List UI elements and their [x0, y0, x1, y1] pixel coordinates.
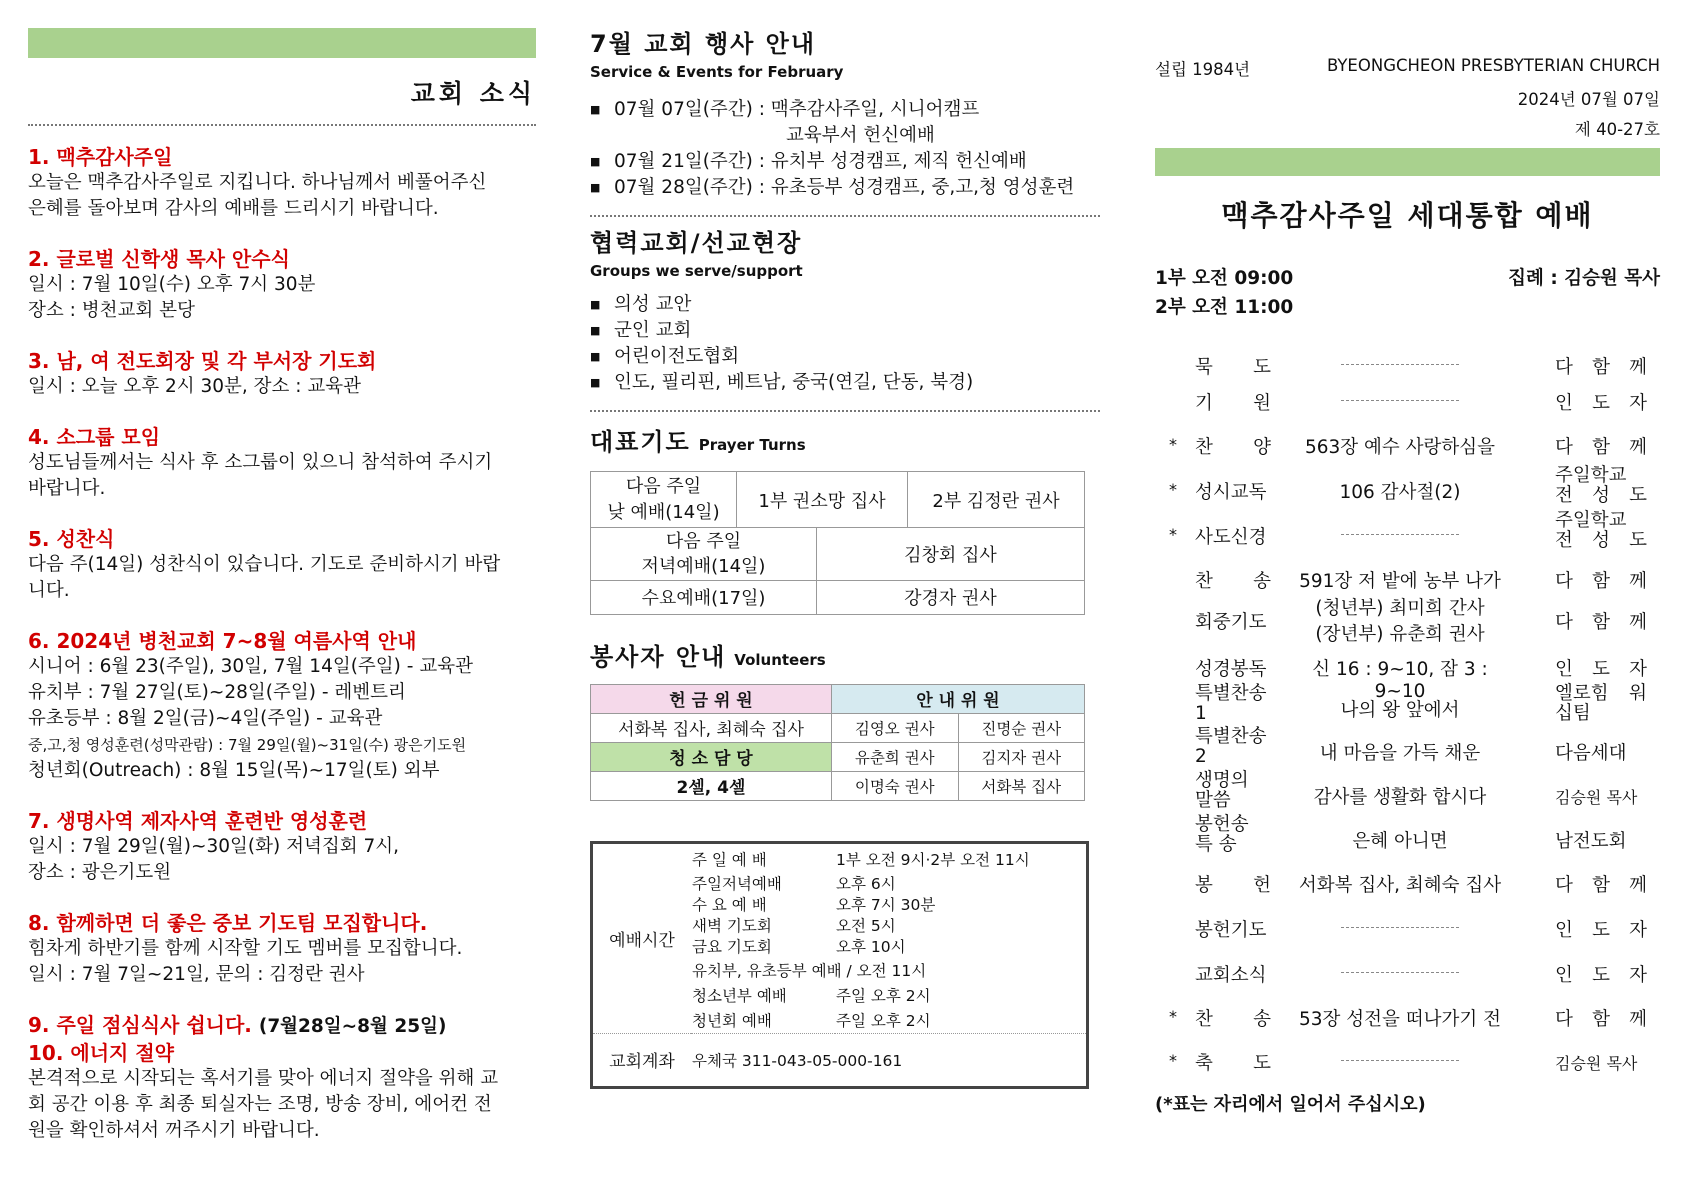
order-item-leader: 다 함 께: [1555, 875, 1647, 896]
order-item-name: 사도신경: [1195, 527, 1267, 548]
news-item-title: 1. 맥추감사주일: [28, 145, 173, 169]
table-cell: 주일저녁예배: [692, 874, 782, 893]
events-column: [590, 0, 1100, 1089]
dashed-placeholder: [1341, 364, 1459, 365]
account-number: 우체국 311-043-05-000-161: [692, 1051, 903, 1070]
news-item-line: 중,고,청 영성훈련(성막관람) : 7월 29일(월)~31일(수) 광은기도원: [28, 736, 467, 754]
table-cell: 오후 10시: [836, 937, 906, 956]
news-item: [28, 246, 536, 324]
service-order-row: [1155, 345, 1660, 385]
news-item-line: 다음 주(14일) 성찬식이 있습니다. 기도로 준비하시기 바랍: [28, 554, 501, 575]
table-cell: [591, 528, 817, 580]
service-order-row: [1155, 683, 1660, 728]
news-item-title: [28, 1012, 536, 1040]
prayer-table-lower: [590, 528, 1085, 615]
order-item-detail-line: (장년부) 유춘희 권사: [1315, 624, 1485, 645]
order-item-leader: 김승원 목사: [1555, 1054, 1638, 1073]
dotted-divider: [28, 124, 536, 126]
news-item-title: 5. 성찬식: [28, 527, 115, 551]
dotted-divider: [590, 215, 1100, 217]
service-times: [1155, 264, 1660, 322]
order-item-leader: 다 함 께: [1555, 1009, 1647, 1030]
news-item-title: 2. 글로벌 신학생 목사 안수식: [28, 247, 290, 271]
news-item-line: 원을 확인하셔서 꺼주시기 바랍니다.: [28, 1120, 320, 1141]
table-cell: 2부 김정란 권사: [908, 472, 1085, 528]
table-cell: 오전 5시: [836, 916, 896, 935]
order-item-leader: 다 함 께: [1555, 437, 1647, 458]
worship-times-box: [590, 841, 1089, 1089]
volunteers-title-text: 봉사자 안내: [590, 642, 727, 671]
event-text: 유치부 성경캠프, 제직 헌신예배: [770, 151, 1027, 172]
list-item: [590, 149, 1100, 175]
order-item-name: 봉 헌: [1195, 875, 1271, 896]
order-item-leader: 인 도 자: [1555, 965, 1647, 986]
news-item: [28, 526, 536, 604]
events-list: [590, 97, 1100, 201]
order-item-leader: 다 함 께: [1555, 357, 1647, 378]
order-item-name: 찬 송: [1195, 1009, 1271, 1030]
news-item: [28, 1012, 536, 1144]
order-item-name: 회중기도: [1195, 612, 1267, 633]
prayer-subtitle: Prayer Turns: [698, 436, 806, 454]
table-row: [593, 1034, 1086, 1086]
order-item-name: 특별찬송 1: [1195, 683, 1267, 724]
usher-header: 안 내 위 원: [832, 684, 1085, 713]
news-item-line: 일시 : 7월 10일(수) 오후 7시 30분: [28, 274, 316, 295]
table-cell: 유춘희 권사: [832, 742, 959, 771]
account-label: 교회계좌: [609, 1052, 675, 1073]
bulletin-date: 2024년 07월 07일: [1517, 90, 1660, 109]
table-cell: 강경자 권사: [817, 580, 1085, 614]
event-text: 유초등부 성경캠프, 중,고,청 영성훈련: [770, 177, 1075, 198]
standing-marker: *: [1169, 1051, 1177, 1070]
table-row: [591, 472, 1085, 528]
news-item-line: 일시 : 7월 7일~21일, 문의 : 김정란 권사: [28, 964, 365, 985]
order-item-leader: 김승원 목사: [1555, 788, 1638, 807]
list-item: ■ 군인 교회: [590, 318, 1100, 344]
table-cell: 주일 오후 2시: [836, 986, 931, 1005]
service-order-row: [1155, 425, 1660, 465]
order-item-name: 교회소식: [1195, 965, 1267, 986]
service-order-row: [1155, 381, 1660, 421]
event-date: 07월 07일(주간) :: [614, 99, 771, 120]
service-order-row: [1155, 1041, 1660, 1081]
service-order-row: [1155, 814, 1660, 859]
table-cell: 김영오 권사: [832, 713, 959, 742]
event-text-cont: 교육부서 헌신예배: [786, 125, 935, 146]
news-item-line: 힘차게 하반기를 함께 시작할 기도 멤버를 모집합니다.: [28, 938, 463, 959]
service-order-row: [1155, 559, 1660, 599]
standing-note: (*표는 자리에서 일어서 주십시오): [1155, 1094, 1426, 1115]
news-item-line: 청년회(Outreach) : 8월 15일(목)~17일(토) 외부: [28, 760, 440, 781]
news-item-line: 바랍니다.: [28, 478, 106, 499]
volunteers-title: [590, 637, 1100, 672]
partners-list: [590, 292, 1100, 396]
table-row: [591, 580, 1085, 614]
order-item-detail: [1285, 596, 1515, 648]
dashed-placeholder: [1341, 972, 1459, 973]
table-row: [591, 771, 1085, 800]
list-item: [590, 97, 1100, 149]
order-item-name: 축 도: [1195, 1053, 1271, 1074]
order-item-leader: 다 함 께: [1555, 612, 1647, 633]
order-item-detail: [1285, 353, 1515, 374]
cleaning-header: 청 소 담 당: [591, 742, 832, 771]
news-item: [28, 910, 536, 988]
dashed-placeholder: [1341, 534, 1459, 535]
events-subtitle: Service & Events for February: [590, 63, 844, 81]
news-item-title: 7. 생명사역 제자사역 훈련반 영성훈련: [28, 809, 368, 833]
order-item-leader: 인 도 자: [1555, 659, 1647, 680]
service-time: 1부 오전 09:00: [1155, 268, 1294, 289]
table-cell: 1부 권소망 집사: [737, 472, 908, 528]
service-order-row: [1155, 647, 1660, 702]
church-name: BYEONGCHEON PRESBYTERIAN CHURCH: [1326, 56, 1660, 75]
list-item: ■ 의성 교안: [590, 292, 1100, 318]
news-item-title: 4. 소그룹 모임: [28, 425, 161, 449]
list-item: ■ 어린이전도협회: [590, 344, 1100, 370]
order-item-detail-line: (청년부) 최미희 간사: [1315, 598, 1485, 619]
standing-marker: *: [1169, 525, 1177, 544]
order-item-leader: 인 도 자: [1555, 920, 1647, 941]
list-item: ■ 인도, 필리핀, 베트남, 중국(연길, 단동, 북경): [590, 370, 1100, 396]
order-item-detail: 나의 왕 앞에서: [1340, 700, 1460, 721]
order-item-detail: 53장 성전을 떠나가기 전: [1298, 1009, 1502, 1030]
news-item-line: 성도님들께서는 식사 후 소그룹이 있으니 참석하여 주시기: [28, 452, 493, 473]
order-item-name: 봉헌송 특 송: [1195, 814, 1249, 855]
news-item-line: 회 공간 이용 후 최종 퇴실자는 조명, 방송 장비, 에어컨 전: [28, 1094, 492, 1115]
news-item-line: 일시 : 7월 29일(월)~30일(화) 저녁집회 7시,: [28, 836, 399, 857]
table-cell: 새벽 기도회: [692, 916, 772, 935]
table-cell: 2셀, 4셀: [591, 771, 832, 800]
news-item-line: 시니어 : 6월 23(주일), 30일, 7월 14일(주일) - 교육관: [28, 656, 473, 677]
news-item-line: 본격적으로 시작되는 혹서기를 맞아 에너지 절약을 위해 교: [28, 1068, 499, 1089]
service-order-row: [1155, 953, 1660, 993]
service-order-row: [1155, 465, 1660, 510]
cell-line: 다음 주일: [625, 475, 702, 497]
worship-times-label: 예배시간: [593, 844, 691, 1034]
table-cell: 주일 오후 2시: [835, 1008, 1086, 1034]
order-item-detail: 106 감사절(2): [1339, 482, 1461, 503]
dashed-placeholder: [1341, 1060, 1459, 1061]
order-item-name: 찬 송: [1195, 571, 1271, 592]
volunteers-table: [590, 684, 1085, 801]
table-cell: 청년회 예배: [691, 1008, 835, 1034]
table-cell: 서화복 집사: [958, 771, 1085, 800]
church-news-column: [28, 0, 536, 1144]
news-item: [28, 628, 536, 784]
list-item: [590, 175, 1100, 201]
service-order-row: [1155, 997, 1660, 1037]
table-cell: 김지자 권사: [958, 742, 1085, 771]
table-row: [593, 844, 1086, 871]
news-item-title: 6. 2024년 병천교회 7~8월 여름사역 안내: [28, 629, 417, 653]
news-heading: 교회 소식: [410, 79, 536, 108]
event-date: 07월 28일(주간) :: [614, 177, 771, 198]
cell-line: 낮 예배(14일): [607, 501, 720, 523]
order-item-name: 찬 양: [1195, 437, 1271, 458]
order-item-detail: [1285, 523, 1515, 544]
table-cell: 수요예배(17일): [591, 580, 817, 614]
order-item-leader: 다 함 께: [1555, 571, 1647, 592]
order-item-detail: 신 16 : 9~10, 잠 3 : 9~10: [1312, 659, 1488, 702]
prayer-title-text: 대표기도: [590, 428, 691, 456]
order-item-name: 특별찬송 2: [1195, 726, 1267, 767]
news-item-title-suffix: (7월28일~8월 25일): [258, 1016, 447, 1037]
offering-header: 헌 금 위 원: [591, 684, 832, 713]
header-line: [1155, 56, 1660, 80]
founded-year: 설립 1984년: [1155, 60, 1251, 79]
order-item-detail: 591장 저 밭에 농부 나가: [1299, 571, 1501, 592]
events-title: 7월 교회 행사 안내: [590, 30, 817, 58]
news-item: [28, 348, 536, 400]
table-row: [591, 742, 1085, 771]
service-order-row: [1155, 863, 1660, 903]
news-item: [28, 808, 536, 886]
table-cell: 청소년부 예배: [692, 986, 787, 1005]
standing-marker: *: [1169, 435, 1177, 454]
news-item-title: 3. 남, 여 전도회장 및 각 부서장 기도회: [28, 349, 377, 373]
table-cell: 김창회 집사: [817, 528, 1085, 580]
worship-times-table: [593, 844, 1086, 1086]
news-item-line: 장소 : 광은기도원: [28, 862, 172, 883]
order-item-detail: [1285, 1049, 1515, 1070]
service-order-row: [1155, 770, 1660, 815]
order-item-name: 생명의 말씀: [1195, 770, 1249, 811]
table-row: [591, 528, 1085, 580]
service-time: 2부 오전 11:00: [1155, 297, 1294, 318]
dotted-divider: [590, 410, 1100, 412]
news-item-line: 니다.: [28, 580, 70, 601]
table-cell: 주 일 예 배: [692, 850, 767, 869]
order-item-detail: [1285, 916, 1515, 937]
news-item: [28, 144, 536, 222]
green-header-bar: [28, 28, 536, 58]
event-text: 맥추감사주일, 시니어캠프: [770, 99, 980, 120]
table-cell: 금요 기도회: [692, 937, 772, 956]
volunteers-subtitle: Volunteers: [734, 650, 826, 669]
order-item-detail: 서화복 집사, 최혜숙 집사: [1298, 875, 1502, 896]
news-item-line: 일시 : 오늘 오후 2시 30분, 장소 : 교육관: [28, 376, 362, 397]
standing-marker: *: [1169, 1007, 1177, 1026]
cell-line: 다음 주일: [665, 530, 742, 552]
service-presider: 집례 : 김승원 목사: [1508, 268, 1660, 289]
news-item: [28, 424, 536, 502]
order-item-detail: [1285, 961, 1515, 982]
table-cell: 오후 7시 30분: [836, 895, 936, 914]
order-item-name: 기 원: [1195, 393, 1271, 414]
issue-number: 제 40-27호: [1574, 120, 1660, 139]
order-item-leader: 다음세대: [1555, 743, 1627, 764]
table-cell: [591, 472, 737, 528]
table-cell: 유치부, 유초등부 예배 / 오전 11시: [692, 961, 927, 980]
prayer-table: [590, 471, 1085, 528]
order-item-detail: 563장 예수 사랑하심을: [1304, 437, 1496, 458]
partners-subtitle: Groups we serve/support: [590, 262, 803, 280]
order-item-leader: 엘로힘 워십팀: [1555, 683, 1647, 724]
order-item-leader: 주일학교 전 성 도: [1555, 510, 1647, 551]
service-title: 맥추감사주일 세대통합 예배: [1221, 199, 1594, 232]
news-item-line: 은혜를 돌아보며 감사의 예배를 드리시기 바랍니다.: [28, 198, 439, 219]
news-item-title: 10. 에너지 절약: [28, 1041, 174, 1065]
order-item-detail: 내 마음을 가득 채운: [1319, 743, 1481, 764]
order-item-name: 성시교독: [1195, 482, 1267, 503]
order-item-detail: 은혜 아니면: [1352, 831, 1448, 852]
service-order-column: [1155, 0, 1660, 1115]
event-date: 07월 21일(주간) :: [614, 151, 771, 172]
order-item-detail: [1285, 389, 1515, 410]
table-cell: 1부 오전 9시·2부 오전 11시: [836, 850, 1030, 869]
order-item-leader: 주일학교 전 성 도: [1555, 465, 1647, 506]
news-item-line: 유초등부 : 8월 2일(금)~4일(주일) - 교육관: [28, 708, 383, 729]
order-item-detail: 감사를 생활화 합시다: [1313, 787, 1487, 808]
partners-title: 협력교회/선교현장: [590, 229, 803, 257]
service-order-row: [1155, 598, 1660, 645]
table-cell: 오후 6시: [836, 874, 896, 893]
table-row: [591, 684, 1085, 713]
order-item-leader: 인 도 자: [1555, 393, 1647, 414]
dashed-placeholder: [1341, 927, 1459, 928]
green-header-bar: [1155, 148, 1660, 176]
order-item-name: 성경봉독: [1195, 659, 1267, 680]
order-item-name: 묵 도: [1195, 357, 1271, 378]
cell-line: 저녁예배(14일): [641, 555, 766, 577]
standing-marker: *: [1169, 480, 1177, 499]
service-order-row: [1155, 908, 1660, 948]
table-row: [591, 713, 1085, 742]
table-cell: 진명순 권사: [958, 713, 1085, 742]
prayer-title: [590, 422, 1100, 457]
news-item-line: 오늘은 맥추감사주일로 지킵니다. 하나님께서 베풀어주신: [28, 172, 487, 193]
order-item-leader: 남전도회: [1555, 831, 1627, 852]
table-cell: 수 요 예 배: [692, 895, 767, 914]
news-item-title-text: 9. 주일 점심식사 쉽니다.: [28, 1013, 252, 1037]
service-order-row: [1155, 510, 1660, 555]
news-item-line: 유치부 : 7월 27일(토)~28일(주일) - 레벤트리: [28, 682, 406, 703]
table-cell: 서화복 집사, 최혜숙 집사: [591, 713, 832, 742]
dashed-placeholder: [1341, 400, 1459, 401]
news-item-line: 장소 : 병천교회 본당: [28, 300, 195, 321]
service-order-row: [1155, 726, 1660, 771]
order-item-name: 봉헌기도: [1195, 920, 1267, 941]
table-cell: 이명숙 권사: [832, 771, 959, 800]
news-item-title: 8. 함께하면 더 좋은 중보 기도팀 모집합니다.: [28, 911, 428, 935]
